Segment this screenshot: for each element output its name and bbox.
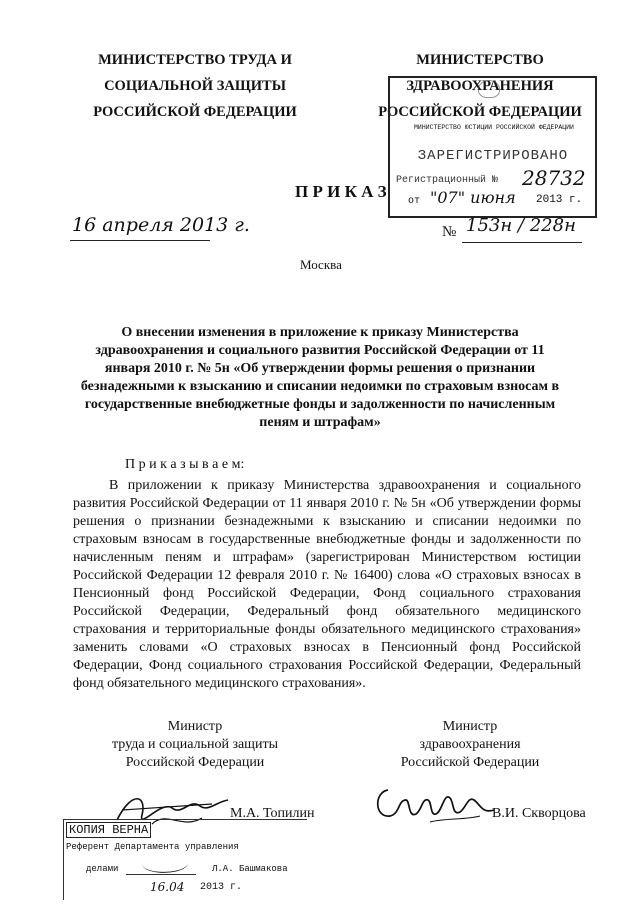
signer-right-line-1: Министр [442, 719, 498, 734]
signer-right-line-3: Российской Федерации [400, 755, 540, 770]
registration-stamp [388, 76, 597, 218]
stamp-from-label: от [408, 196, 421, 207]
copy-stamp-signer: Л.А. Башмакова [212, 864, 288, 874]
stamp-from-date: "07" июня [430, 188, 516, 207]
copy-stamp-date: 16.04 [150, 880, 185, 894]
stamp-ministry: МИНИСТЕРСТВО ЮСТИЦИИ РОССИЙСКОЙ ФЕДЕРАЦИИ [414, 124, 574, 131]
copy-stamp-initials-icon [141, 852, 189, 876]
order-title: О внесении изменения в приложение к приказу Министерства здравоохранения и социального развития Российской Федерации от 11 января 2010 г. № 5н «Об утверждении формы решения о признании безнадежными к взысканию и списании недоимки по страховым взносам в государственные внебюджетные фонды и задолженности по начисленным пеням и штрафам» [80, 325, 560, 430]
body-paragraph: В приложении к приказу Министерства здравоохранения и социального развития Российской Федерации от 11 января 2010 г. № 5н «Об утверждении формы решения о признании безнадежными к взысканию и списании недоимки по страховым взносам в государственные внебюджетные фонды и задолженности по начисленным пеням и штрафам» (зарегистрирован Министерством юстиции Российской Федерации 12 февраля 2010 г. № 16400) слова «О страховых взносах в Пенсионный фонд Российской Федерации, Фонд социального страхования Российской Федерации, Федеральный фонд обязательного медицинского страхования и территориальные фонды обязательного медицинского страхования» заменить словами «О страховых взносах в Пенсионный фонд Российской Федерации, Фонд социального страхования Российской Федерации, Федеральный фонд обязательного медицинского страхования». [73, 478, 581, 691]
signer-left-line-3: Российской Федерации [125, 755, 265, 770]
right-header-line-2: ЗДРАВООХРАНЕНИЯ [406, 78, 554, 94]
copy-stamp-affairs-label: делами [86, 864, 119, 874]
stamp-registered: ЗАРЕГИСТРИРОВАНО [417, 148, 569, 164]
number-label: № [442, 224, 457, 240]
stamp-year: 2013 г. [536, 194, 583, 206]
number-underline [462, 242, 582, 243]
left-header-line-3: РОССИЙСКОЙ ФЕДЕРАЦИИ [93, 104, 297, 120]
left-ministry-header [60, 47, 330, 125]
signature-right-icon [370, 770, 500, 834]
signer-left-line-2: труда и социальной защиты [112, 737, 278, 752]
signer-right-line-2: здравоохранения [419, 737, 521, 752]
copy-stamp-sign-line [126, 874, 196, 875]
signer-left-name: М.А. Топилин [230, 806, 315, 821]
copy-stamp-title: КОПИЯ ВЕРНА [66, 822, 151, 838]
stamp-reg-label: Регистрационный № [396, 175, 499, 186]
left-header-line-1: МИНИСТЕРСТВО ТРУДА И [98, 52, 292, 68]
signer-right-block [385, 718, 555, 772]
right-header-line-1: МИНИСТЕРСТВО [416, 52, 544, 68]
copy-stamp-position: Референт Департамента управления [66, 842, 239, 852]
copy-stamp [63, 819, 307, 900]
signer-right-name: В.И. Скворцова [492, 806, 586, 821]
stamp-reg-number: 28732 [522, 166, 586, 190]
copy-stamp-year: 2013 г. [200, 882, 243, 893]
left-header-line-2: СОЦИАЛЬНОЙ ЗАЩИТЫ [104, 78, 286, 94]
order-number: 153н / 228н [466, 215, 576, 236]
signer-left-block [100, 718, 290, 772]
order-date: 16 апреля 2013 г. [72, 214, 250, 236]
date-underline [70, 240, 210, 241]
order-word: П р и к а з ы в а е м: [125, 457, 245, 472]
signer-left-line-1: Министр [167, 719, 223, 734]
order-heading: П Р И К А З [295, 182, 387, 201]
city: Москва [300, 257, 342, 272]
right-header-line-3: РОССИЙСКОЙ ФЕДЕРАЦИИ [378, 104, 582, 120]
emblem-icon [478, 80, 500, 98]
